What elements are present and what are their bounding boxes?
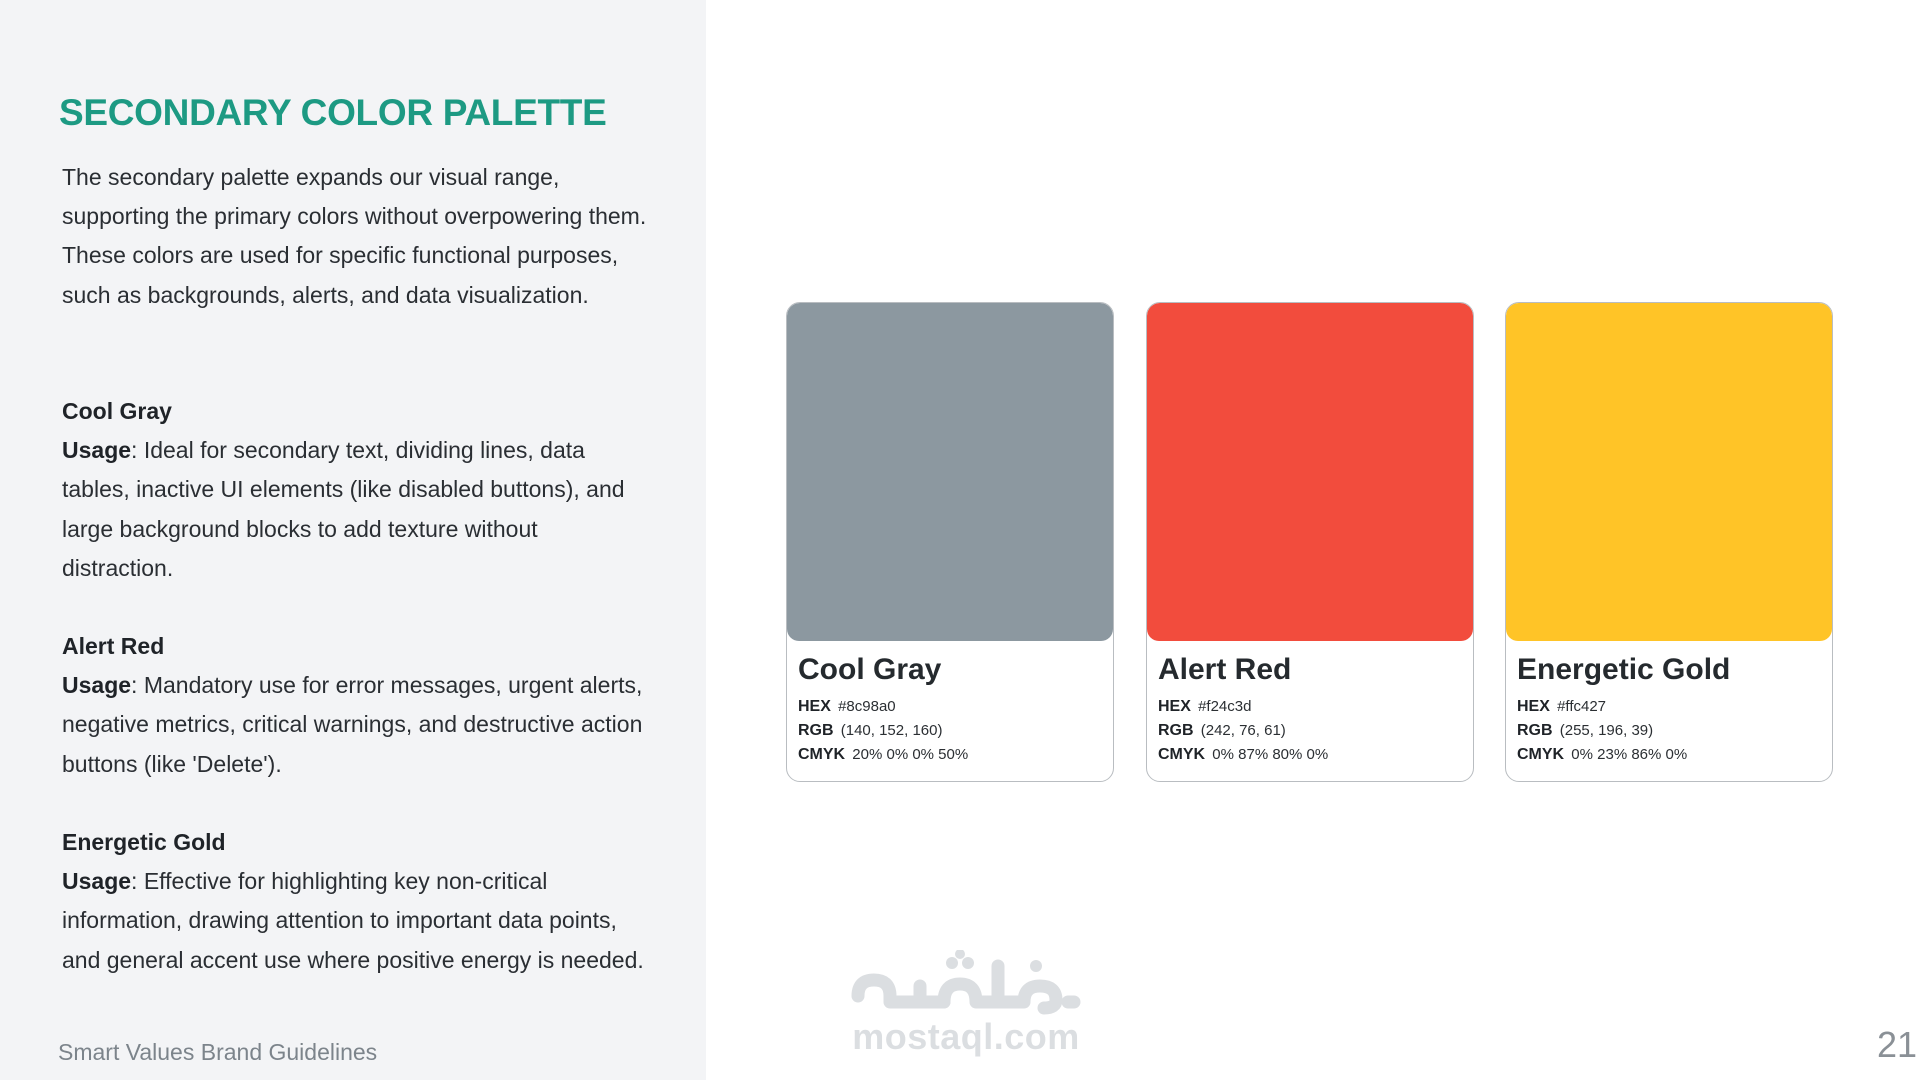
- cmyk-label: CMYK: [1158, 746, 1206, 763]
- energetic-gold-heading: Energetic Gold: [62, 829, 226, 855]
- hex-value: #ffc427: [1557, 698, 1607, 715]
- rgb-label: RGB: [1517, 722, 1553, 739]
- energetic-gold-card: [1505, 302, 1833, 782]
- energetic-gold-card-body: [1506, 641, 1832, 767]
- cool-gray-swatch: [787, 303, 1113, 641]
- alert-red-card: [1146, 302, 1474, 782]
- watermark-text: mostaql.com: [852, 1016, 1080, 1057]
- energetic-gold-swatch: [1506, 303, 1832, 641]
- alert-red-rgb: [1158, 719, 1462, 743]
- page-number: 21: [1877, 1024, 1918, 1065]
- cool-gray-usage-text: : Ideal for secondary text, dividing lines, data tables, inactive UI elements (like disabled buttons), and large background blocks to add texture without distraction.: [62, 437, 625, 581]
- cool-gray-card-body: [787, 641, 1113, 767]
- hex-value: #f24c3d: [1198, 698, 1252, 715]
- usage-label: Usage: [62, 672, 132, 699]
- cool-gray-card: [786, 302, 1114, 782]
- alert-red-usage-text: : Mandatory use for error messages, urgent alerts, negative metrics, critical warnings, and destructive action buttons (like 'Delete').: [62, 672, 643, 777]
- hex-label: HEX: [1517, 698, 1550, 715]
- footer-brand-text: Smart Values Brand Guidelines: [58, 1039, 378, 1065]
- cmyk-label: CMYK: [1517, 746, 1565, 763]
- intro-paragraph: The secondary palette expands our visual range, supporting the primary colors without overpowering them. These colors are used for specific functional purposes, such as backgrounds, alerts, and data visualization.: [62, 164, 647, 308]
- cool-gray-card-name: Cool Gray: [798, 653, 942, 686]
- energetic-gold-card-name: Energetic Gold: [1517, 653, 1731, 686]
- energetic-gold-usage-text: : Effective for highlighting key non-critical information, drawing attention to important data points, and general accent use where positive energy is needed.: [62, 868, 644, 973]
- left-panel: [0, 0, 706, 1080]
- alert-red-card-body: [1147, 641, 1473, 767]
- rgb-value: (255, 196, 39): [1559, 722, 1654, 739]
- cmyk-value: 0% 87% 80% 0%: [1212, 746, 1329, 763]
- rgb-value: (242, 76, 61): [1200, 722, 1286, 739]
- hex-value: #8c98a0: [838, 698, 896, 715]
- page-title: SECONDARY COLOR PALETTE: [59, 92, 607, 133]
- rgb-value: (140, 152, 160): [840, 722, 943, 739]
- cool-gray-heading: Cool Gray: [62, 398, 172, 424]
- cmyk-value: 0% 23% 86% 0%: [1571, 746, 1688, 763]
- hex-label: HEX: [798, 698, 831, 715]
- cool-gray-rgb: [798, 719, 1102, 743]
- alert-red-swatch: [1147, 303, 1473, 641]
- rgb-label: RGB: [798, 722, 834, 739]
- mostaql-watermark: [846, 950, 1086, 1065]
- energetic-gold-hex: [1517, 695, 1821, 719]
- alert-red-card-name: Alert Red: [1158, 653, 1292, 686]
- usage-label: Usage: [62, 868, 132, 895]
- cmyk-value: 20% 0% 0% 50%: [852, 746, 969, 763]
- alert-red-heading: Alert Red: [62, 633, 165, 659]
- alert-red-cmyk: [1158, 743, 1462, 767]
- alert-red-description: [62, 627, 652, 784]
- usage-label: Usage: [62, 437, 132, 464]
- energetic-gold-rgb: [1517, 719, 1821, 743]
- alert-red-hex: [1158, 695, 1462, 719]
- cool-gray-description: [62, 392, 652, 588]
- cool-gray-hex: [798, 695, 1102, 719]
- energetic-gold-cmyk: [1517, 743, 1821, 767]
- rgb-label: RGB: [1158, 722, 1194, 739]
- mostaql-logo-icon: [848, 950, 1084, 1016]
- cool-gray-cmyk: [798, 743, 1102, 767]
- energetic-gold-description: [62, 823, 652, 980]
- hex-label: HEX: [1158, 698, 1191, 715]
- cmyk-label: CMYK: [798, 746, 846, 763]
